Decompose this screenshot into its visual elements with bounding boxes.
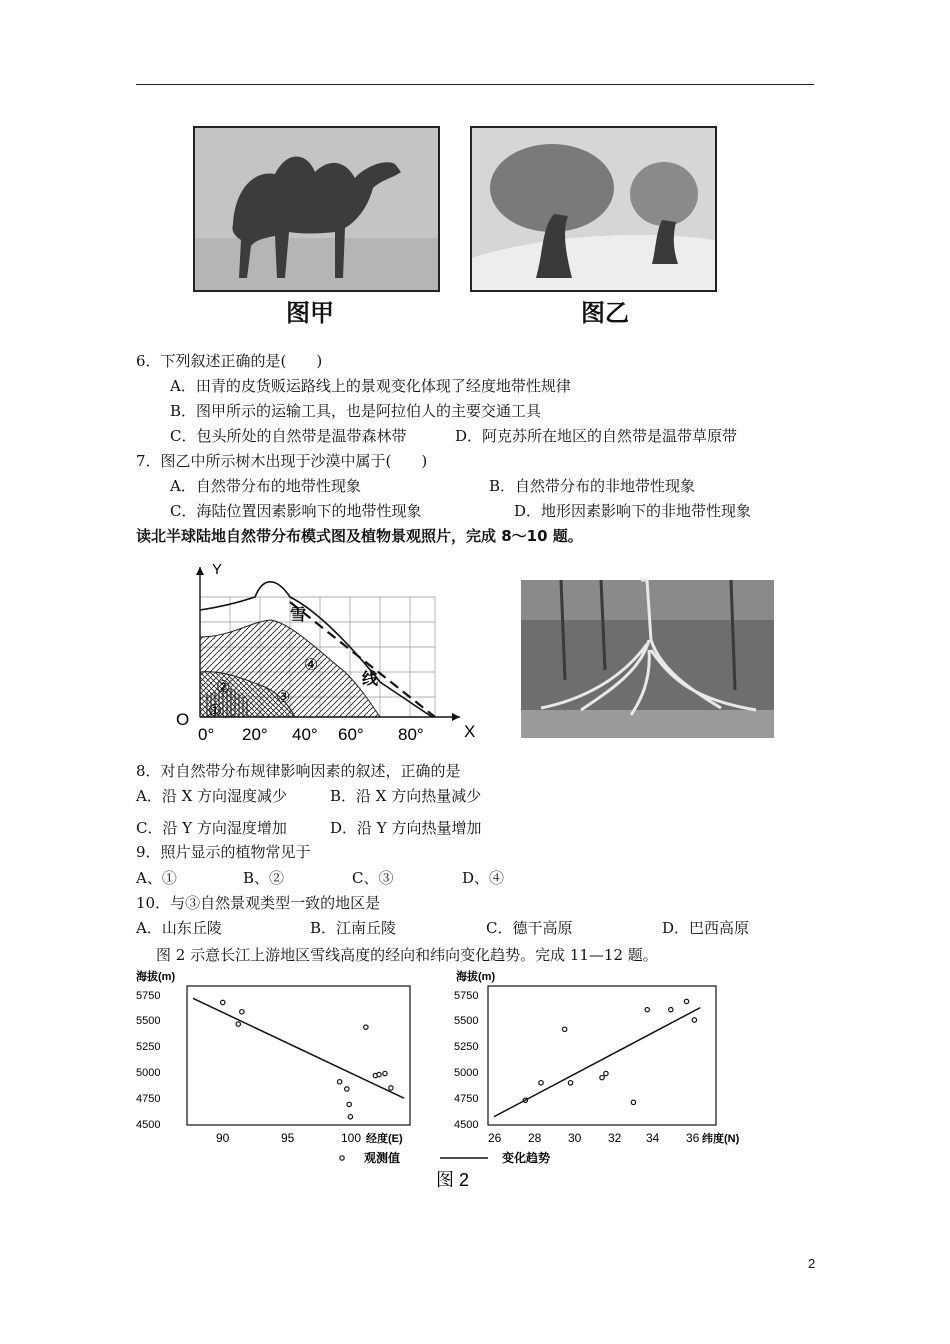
camel-photo bbox=[193, 126, 440, 292]
figure-yi-caption: 图乙 bbox=[581, 299, 629, 327]
zone-y-label: Y bbox=[212, 561, 223, 578]
zone-x-label: X bbox=[464, 722, 476, 741]
legend-observed-marker bbox=[340, 1156, 344, 1160]
intro-8-10: 读北半球陆地自然带分布模式图及植物景观照片，完成 8～10 题。 bbox=[136, 527, 583, 545]
left-observed-point-2 bbox=[236, 1022, 240, 1026]
q7-option-c[interactable]: C．海陆位置因素影响下的地带性现象 bbox=[170, 502, 422, 520]
zone-tick-60: 60° bbox=[338, 725, 364, 744]
right-xlabel: 纬度(N) bbox=[702, 1133, 740, 1145]
left-observed-point-8 bbox=[364, 1025, 368, 1029]
figure2-caption: 图 2 bbox=[436, 1170, 470, 1190]
q6-option-c[interactable]: C．包头所处的自然带是温带森林带 bbox=[170, 427, 407, 445]
camel-illustration bbox=[195, 128, 438, 290]
desert-tree-photo bbox=[470, 126, 717, 292]
right-observed-point-5 bbox=[600, 1075, 604, 1079]
q6-option-d[interactable]: D．阿克苏所在地区的自然带是温带草原带 bbox=[455, 427, 738, 445]
right-observed-point-11 bbox=[692, 1018, 696, 1022]
zone-tick-20: 20° bbox=[242, 725, 268, 744]
figure2-legend bbox=[340, 1150, 550, 1165]
q8-option-a[interactable]: A．沿 X 方向湿度减少 bbox=[136, 787, 288, 805]
q6-option-b[interactable]: B．图甲所示的运输工具，也是阿拉伯人的主要交通工具 bbox=[170, 402, 542, 420]
snow-line-char-2: 线 bbox=[362, 671, 379, 688]
left-ytick-5250: 5250 bbox=[136, 1041, 161, 1053]
zone-label-3: ③ bbox=[276, 689, 291, 706]
q7-option-a[interactable]: A．自然带分布的地带性现象 bbox=[170, 477, 361, 495]
mangrove-illustration bbox=[521, 580, 774, 738]
left-trend-line bbox=[193, 998, 404, 1098]
right-ytick-5250: 5250 bbox=[454, 1041, 479, 1053]
left-xtick-100: 100 bbox=[341, 1131, 362, 1145]
intro-11-12: 图 2 示意长江上游地区雪线高度的经向和纬向变化趋势。完成 11—12 题。 bbox=[156, 946, 658, 964]
tree-illustration bbox=[472, 128, 715, 290]
left-observed-point-6 bbox=[347, 1102, 351, 1106]
left-observed-point-7 bbox=[348, 1115, 352, 1119]
mangrove-photo bbox=[521, 580, 774, 738]
left-chart bbox=[136, 969, 410, 1145]
right-xtick-30: 30 bbox=[568, 1131, 582, 1145]
right-xtick-32: 32 bbox=[608, 1131, 622, 1145]
left-ytick-5000: 5000 bbox=[136, 1067, 161, 1079]
q9-option-a[interactable]: A、① bbox=[136, 869, 177, 887]
q10-stem: 10．与③自然景观类型一致的地区是 bbox=[136, 894, 381, 912]
right-ytick-5500: 5500 bbox=[454, 1015, 479, 1027]
q7-option-d[interactable]: D．地形因素影响下的非地带性现象 bbox=[514, 502, 752, 520]
left-ytick-4500: 4500 bbox=[136, 1119, 161, 1131]
snowline-figure-2 bbox=[136, 968, 740, 1190]
right-observed-point-10 bbox=[684, 999, 688, 1003]
snow-line-char-1: 雪 bbox=[290, 607, 307, 624]
right-observed-point-6 bbox=[604, 1071, 608, 1075]
left-observed-point-1 bbox=[221, 1000, 225, 1004]
q9-stem: 9．照片显示的植物常见于 bbox=[136, 843, 311, 861]
zone-label-1: ① bbox=[208, 703, 223, 720]
q9-option-c[interactable]: C、③ bbox=[352, 869, 394, 887]
left-ytick-5750: 5750 bbox=[136, 990, 161, 1002]
left-observed-point-3 bbox=[240, 1010, 244, 1014]
q6-stem: 6．下列叙述正确的是( ) bbox=[136, 352, 323, 370]
zone-label-2: ② bbox=[216, 679, 231, 696]
right-chart bbox=[454, 969, 740, 1145]
zone-tick-40: 40° bbox=[292, 725, 318, 744]
zone-tick-80: 80° bbox=[398, 725, 424, 744]
left-ylabel: 海拔(m) bbox=[136, 971, 176, 983]
right-observed-point-4 bbox=[568, 1081, 572, 1085]
right-xtick-36: 36 bbox=[686, 1131, 700, 1145]
left-xtick-90: 90 bbox=[216, 1131, 230, 1145]
right-ytick-5750: 5750 bbox=[454, 990, 479, 1002]
q7-option-b[interactable]: B．自然带分布的非地带性现象 bbox=[489, 477, 696, 495]
q8-option-b[interactable]: B．沿 X 方向热量减少 bbox=[330, 787, 482, 805]
left-observed-point-11 bbox=[383, 1071, 387, 1075]
left-xtick-95: 95 bbox=[281, 1131, 295, 1145]
q10-option-b[interactable]: B．江南丘陵 bbox=[310, 919, 397, 937]
q9-option-b[interactable]: B、② bbox=[243, 869, 285, 887]
left-observed-point-12 bbox=[389, 1086, 393, 1090]
right-ytick-4750: 4750 bbox=[454, 1093, 479, 1105]
left-ytick-5500: 5500 bbox=[136, 1015, 161, 1027]
q8-option-d[interactable]: D．沿 Y 方向热量增加 bbox=[330, 819, 482, 837]
right-observed-point-8 bbox=[645, 1007, 649, 1011]
right-observed-point-2 bbox=[539, 1081, 543, 1085]
legend-trend-label: 变化趋势 bbox=[502, 1151, 551, 1165]
right-xtick-28: 28 bbox=[528, 1131, 542, 1145]
header-rule bbox=[136, 84, 814, 85]
left-xlabel: 经度(E) bbox=[366, 1133, 403, 1145]
right-observed-point-7 bbox=[631, 1100, 635, 1104]
page-number: 2 bbox=[808, 1256, 816, 1271]
q8-stem: 8．对自然带分布规律影响因素的叙述，正确的是 bbox=[136, 762, 461, 780]
left-observed-point-4 bbox=[337, 1080, 341, 1084]
zone-origin-label: O bbox=[176, 710, 190, 729]
zone-label-4: ④ bbox=[304, 657, 319, 674]
left-observed-point-10 bbox=[377, 1072, 381, 1076]
left-ytick-4750: 4750 bbox=[136, 1093, 161, 1105]
left-observed-point-5 bbox=[345, 1087, 349, 1091]
figure-jia-caption: 图甲 bbox=[286, 299, 334, 327]
right-observed-point-3 bbox=[562, 1027, 566, 1031]
q10-option-d[interactable]: D．巴西高原 bbox=[662, 919, 750, 937]
right-ytick-5000: 5000 bbox=[454, 1067, 479, 1079]
right-observed-point-9 bbox=[669, 1007, 673, 1011]
right-xtick-26: 26 bbox=[488, 1131, 502, 1145]
q10-option-c[interactable]: C．德干高原 bbox=[486, 919, 573, 937]
q6-option-a[interactable]: A．田青的皮货贩运路线上的景观变化体现了经度地带性规律 bbox=[170, 377, 571, 395]
right-ytick-4500: 4500 bbox=[454, 1119, 479, 1131]
legend-observed-label: 观测值 bbox=[364, 1151, 401, 1165]
right-trend-line bbox=[494, 1008, 700, 1117]
q10-option-a[interactable]: A．山东丘陵 bbox=[136, 919, 222, 937]
q9-option-d[interactable]: D、④ bbox=[462, 869, 505, 887]
zone-tick-0: 0° bbox=[198, 725, 215, 744]
right-xtick-34: 34 bbox=[646, 1131, 660, 1145]
q8-option-c[interactable]: C．沿 Y 方向湿度增加 bbox=[136, 819, 287, 837]
right-ylabel: 海拔(m) bbox=[456, 971, 496, 983]
q7-stem: 7．图乙中所示树木出现于沙漠中属于( ) bbox=[136, 452, 428, 470]
natural-zone-diagram bbox=[170, 561, 476, 744]
